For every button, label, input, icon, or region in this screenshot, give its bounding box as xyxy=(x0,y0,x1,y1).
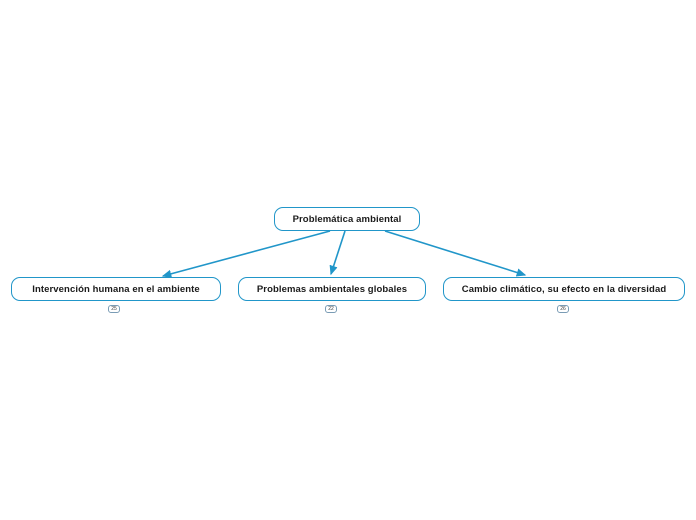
node-badge-problemas-globales: 22 xyxy=(325,305,337,313)
edge-root-to-intervencion xyxy=(163,231,330,276)
edge-root-to-problemas xyxy=(331,231,345,274)
node-problemas-globales[interactable]: Problemas ambientales globales xyxy=(238,277,426,301)
node-root[interactable]: Problemática ambiental xyxy=(274,207,420,231)
node-cambio-climatico[interactable]: Cambio climático, su efecto en la diversidad xyxy=(443,277,685,301)
node-badge-cambio-climatico: 26 xyxy=(557,305,569,313)
node-intervencion-humana[interactable]: Intervención humana en el ambiente xyxy=(11,277,221,301)
node-badge-intervencion-humana: 25 xyxy=(108,305,120,313)
edge-root-to-cambio xyxy=(385,231,525,275)
